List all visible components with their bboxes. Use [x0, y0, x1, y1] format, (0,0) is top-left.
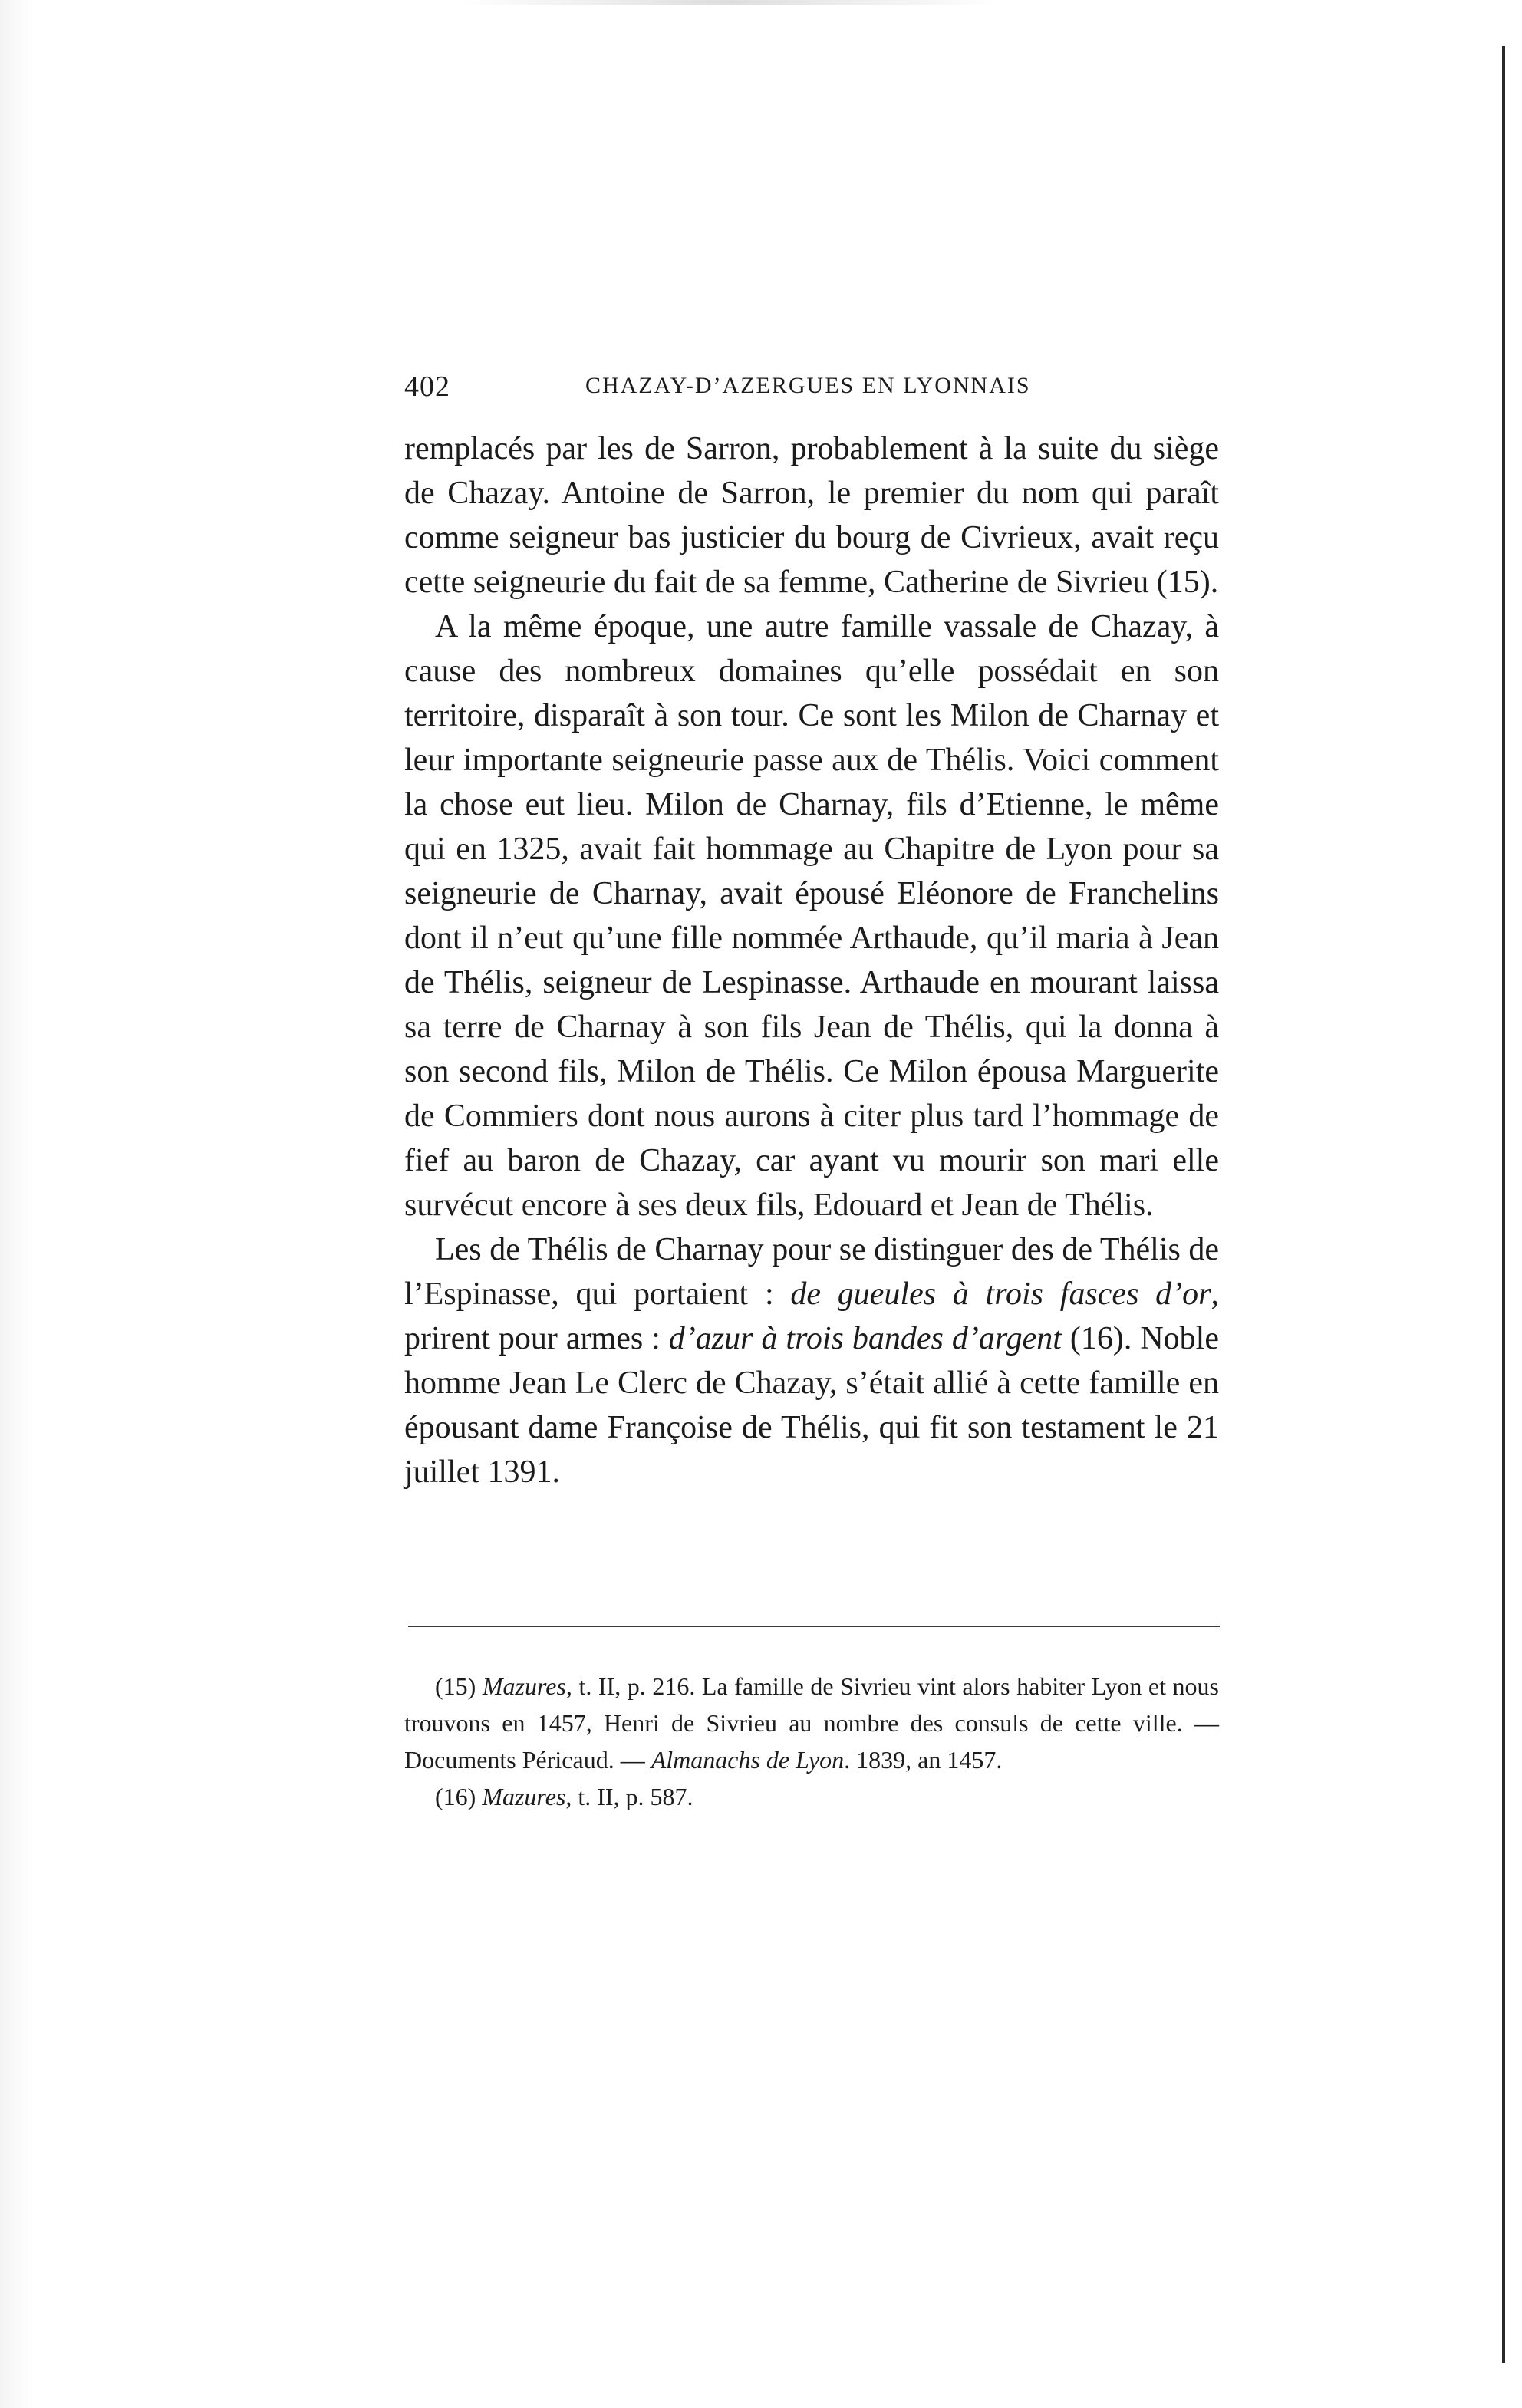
paragraph-1: remplacés par les de Sarron, probablement à la suite du siège de Chazay. Antoine de Sarron, le premier du nom qui paraît comme seigneur bas justicier du bourg de Civrieux, avait reçu cette seigneurie du fait de sa femme, Catherine de Sivrieu (15). [404, 431, 1219, 600]
paragraph-2: A la même époque, une autre famille vassale de Chazay, à cause des nombreux domaines qu’elle possédait en son territoire, disparaît à son tour. Ce sont les Milon de Charnay et leur importante seigneurie passe aux de Thélis. Voici comment la chose eut lieu. Milon de Charnay, fils d’Etienne, le même qui en 1325, avait fait hommage au Chapitre de Lyon pour sa seigneurie de Charnay, avait épousé Eléonore de Franchelins dont il n’eut qu’une fille nommée Arthaude, qu’il maria à Jean de Thélis, seigneur de Lespinasse. Arthaude en mourant laissa sa terre de Charnay à son fils Jean de Thélis, qui la donna à son second fils, Milon de Thélis. Ce Milon épousa Marguerite de Commiers dont nous aurons à citer plus tard l’hommage de fief au baron de Chazay, car ayant vu mourir son mari elle survécut encore à ses deux fils, Edouard et Jean de Thélis. [404, 609, 1219, 1223]
running-title: CHAZAY-D’AZERGUES EN LYONNAIS [585, 373, 1031, 398]
footnote-15-source: Mazures [482, 1672, 566, 1700]
footnote-15-almanachs: Almanachs de Lyon [651, 1746, 845, 1774]
paragraph-3-text-e: (16). Noble homme Jean Le Clerc de Chazay, s’était allié à cette famille en épousant dame Françoise de Thélis, qui fit son testament le 21 juillet 1391. [404, 1321, 1219, 1490]
scan-edge-top [460, 0, 997, 5]
paragraph-3-text-a: Les de Thélis de Charnay pour se distinguer des de Thélis de l’Espinasse, qui portaient : [404, 1232, 1219, 1312]
footnote-15 [404, 1668, 1219, 1778]
page-header [404, 370, 1219, 416]
paragraph-3-text-c: , prirent pour armes : [404, 1276, 1219, 1356]
footnote-15-number: (15) [435, 1672, 483, 1700]
footnote-16 [404, 1778, 1219, 1815]
footnote-rule [408, 1626, 1220, 1627]
footnote-15-text: , t. II, p. 216. La famille de Sivrieu vint alors habiter Lyon et nous trouvons en 1457, Henri de Sivrieu au nombre des consuls de cette ville. — Documents Péricaud. — [404, 1672, 1220, 1774]
footnote-16-number: (16) [435, 1783, 483, 1810]
footnotes [404, 1668, 1219, 1815]
scan-edge-left [0, 0, 34, 2408]
body-text [404, 427, 1219, 1494]
paragraph-3 [404, 1227, 1219, 1494]
blazon-thelis-espinasse: de gueules à trois fasces d’or [790, 1276, 1211, 1312]
blazon-thelis-charnay: d’azur à trois bandes d’argent [668, 1321, 1062, 1356]
footnote-16-text: , t. II, p. 587. [565, 1783, 693, 1810]
page-number: 402 [404, 371, 450, 403]
footnote-15-end: . 1839, an 1457. [844, 1746, 1003, 1774]
scan-edge-right [1502, 46, 1505, 2363]
footnote-16-source: Mazures [482, 1783, 566, 1810]
